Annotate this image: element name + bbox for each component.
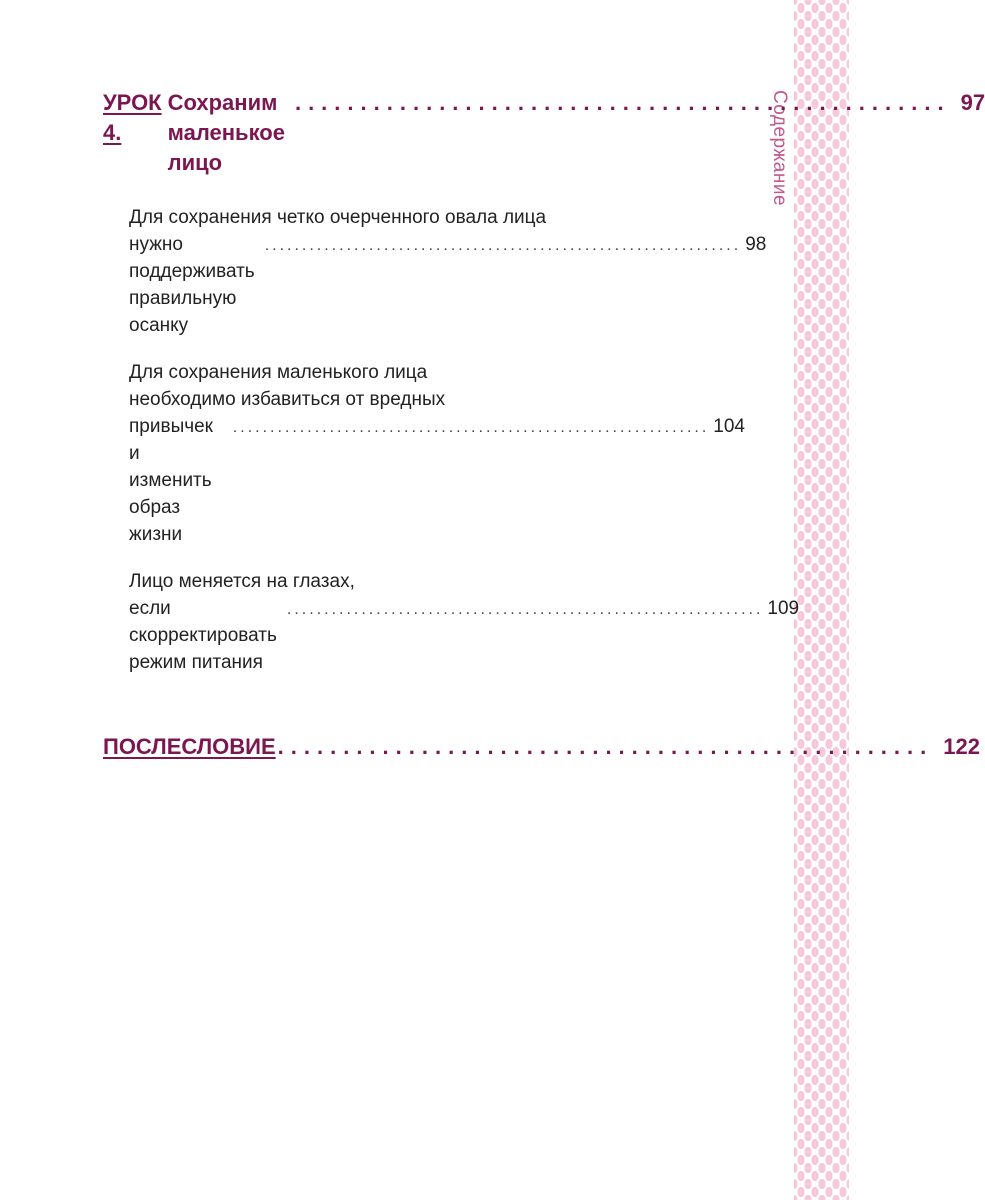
dot-leader: .................................................. (294, 90, 951, 115)
toc-entry[interactable] (129, 568, 800, 676)
chapter-4-title: Сохраним маленькое лицо (167, 90, 285, 175)
entry-last-line (129, 413, 745, 548)
toc-entry[interactable] (129, 359, 745, 548)
entry-line: необходимо избавиться от вредных (129, 389, 446, 410)
entry-last-line (129, 595, 800, 676)
chapter-4-label[interactable]: УРОК 4. (103, 90, 162, 145)
entry-page-number: 109 (767, 598, 800, 619)
entry-line: Для сохранения четко очерченного овала лица (129, 207, 547, 228)
dot-leader: .................................................. (277, 734, 934, 759)
decorative-oval-border (794, 0, 849, 1200)
entry-line: если скорректировать режим питания (129, 598, 277, 673)
entry-line: Лицо меняется на глазах, (129, 571, 355, 592)
dot-leader: ................................................................ (286, 601, 764, 618)
chapter-4-page-number: 97 (960, 90, 985, 115)
entry-last-line (129, 231, 767, 339)
section-side-label: Содержание (769, 90, 790, 207)
toc-entry[interactable] (129, 204, 767, 339)
entry-line: привычек и изменить образ жизни (129, 416, 213, 545)
entry-page-number: 104 (713, 416, 745, 437)
dot-leader: ................................................................ (264, 237, 742, 254)
afterword-page-number: 122 (943, 734, 980, 759)
entry-line: нужно поддерживать правильную осанку (129, 234, 255, 336)
toc-afterword[interactable] (103, 732, 980, 762)
chapter-4-entries (129, 204, 800, 676)
afterword-label[interactable]: ПОСЛЕСЛОВИЕ (103, 734, 276, 759)
entry-line: Для сохранения маленького лица (129, 362, 428, 383)
entry-page-number: 98 (745, 234, 767, 255)
dot-leader: ................................................................ (232, 419, 710, 436)
